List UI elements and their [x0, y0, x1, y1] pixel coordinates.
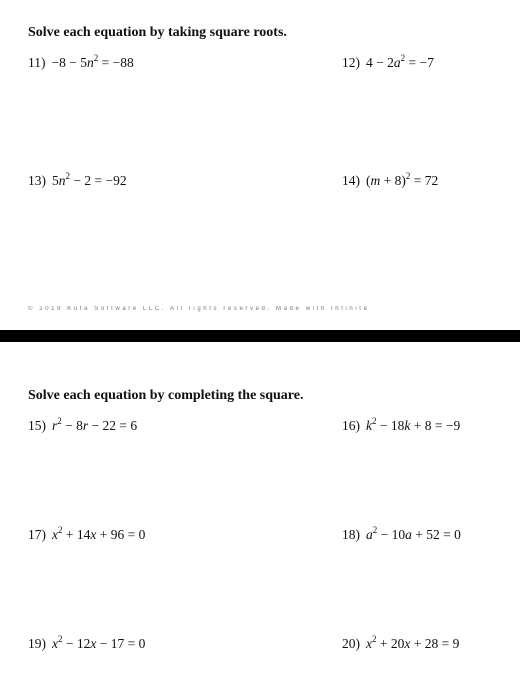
equation-19: $x^2 - 12x - 17 = 0$: [52, 634, 146, 651]
equation-18: $a^2 - 10a + 52 = 0$: [366, 525, 461, 542]
problem-number: 20): [342, 636, 360, 651]
problem-number: 13): [28, 173, 46, 188]
copyright-footer: © 2019 Kuta Software LLC. All rights reserved. Made with Infinite: [28, 306, 370, 312]
problem-number: 17): [28, 527, 46, 542]
equation-12: $4 - 2a^2 = -7$: [366, 53, 434, 70]
problem-15: [28, 418, 137, 434]
equation-13: $5n^2 - 2 = -92$: [52, 171, 127, 188]
problem-14: [342, 173, 438, 189]
problem-number: 19): [28, 636, 46, 651]
page-divider: [0, 330, 520, 342]
problem-16: [342, 418, 460, 434]
problem-number: 16): [342, 418, 360, 433]
problem-number: 15): [28, 418, 46, 433]
equation-11: $-8 - 5n^2 = -88$: [51, 53, 134, 70]
problem-12: [342, 55, 434, 71]
problem-13: [28, 173, 127, 189]
problem-18: [342, 527, 461, 543]
equation-16: $k^2 - 18k + 8 = -9$: [366, 416, 461, 433]
equation-17: $x^2 + 14x + 96 = 0$: [52, 525, 146, 542]
problem-11: [28, 55, 134, 71]
equation-14: $(m + 8)^2 = 72$: [366, 171, 439, 188]
equation-20: $x^2 + 20x + 28 = 9$: [366, 634, 460, 651]
problem-number: 11): [28, 55, 46, 70]
problem-number: 14): [342, 173, 360, 188]
problem-19: [28, 636, 145, 652]
equation-15: $r^2 - 8r - 22 = 6$: [52, 416, 138, 433]
problem-number: 12): [342, 55, 360, 70]
problem-20: [342, 636, 459, 652]
problem-17: [28, 527, 145, 543]
problem-number: 18): [342, 527, 360, 542]
section2-heading: Solve each equation by completing the square.: [28, 388, 304, 403]
section1-heading: Solve each equation by taking square roots.: [28, 25, 287, 40]
